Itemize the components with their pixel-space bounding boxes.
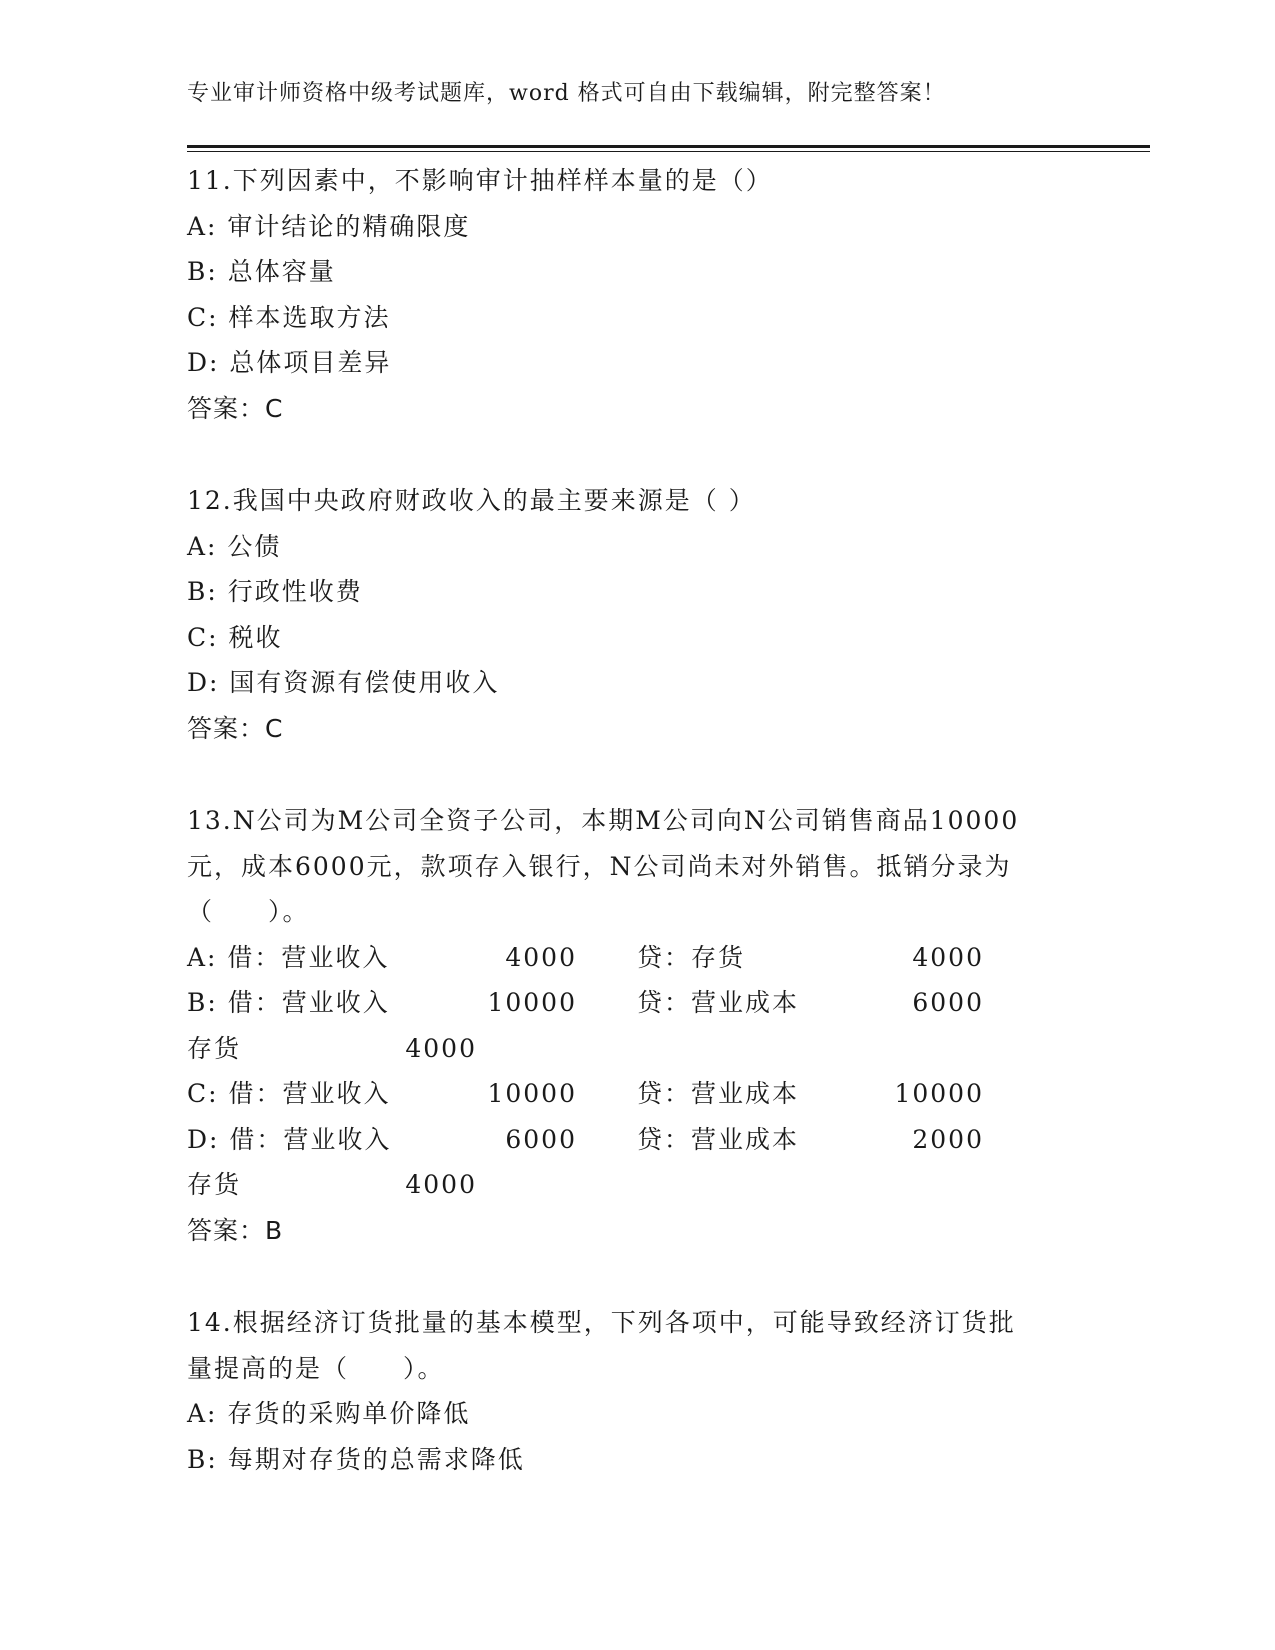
question-stem-line-2: 量提高的是（ ）。 bbox=[187, 1353, 445, 1383]
option-b bbox=[187, 980, 1107, 1026]
question-13 bbox=[187, 798, 1107, 1253]
option-d: D: 国有资源有偿使用收入 bbox=[187, 668, 500, 697]
answer: 答案：C bbox=[187, 713, 284, 743]
debit-label: D: 借：营业收入 bbox=[187, 1124, 392, 1154]
option-b: B: 总体容量 bbox=[187, 257, 336, 286]
option-d: D: 总体项目差异 bbox=[187, 348, 392, 377]
option-c: C: 税收 bbox=[187, 622, 283, 652]
credit-amount: 6000 bbox=[912, 988, 984, 1017]
debit-label: B: 借：营业收入 bbox=[187, 988, 390, 1017]
extra-label: 存货 bbox=[187, 1033, 242, 1063]
option-d bbox=[187, 1117, 1107, 1163]
option-a bbox=[187, 935, 1107, 981]
extra-amount: 4000 bbox=[405, 1033, 477, 1063]
credit-label: 贷：营业成本 bbox=[637, 1079, 800, 1108]
question-stem-line-1: 13.N公司为M公司全资子公司，本期M公司向N公司销售商品10000 bbox=[187, 806, 1020, 835]
credit-amount: 2000 bbox=[912, 1124, 984, 1154]
question-stem: 12.我国中央政府财政收入的最主要来源是（ ） bbox=[187, 486, 756, 515]
credit-amount: 10000 bbox=[894, 1079, 984, 1108]
question-list bbox=[187, 158, 1107, 1482]
extra-label: 存货 bbox=[187, 1170, 242, 1199]
option-c bbox=[187, 1071, 1107, 1117]
option-b-continuation bbox=[187, 1026, 1107, 1072]
question-12 bbox=[187, 478, 1107, 751]
question-stem-line-2: 元，成本6000元，款项存入银行，N公司尚未对外销售。抵销分录为 bbox=[187, 851, 1012, 881]
page-header: 专业审计师资格中级考试题库，word 格式可自由下载编辑，附完整答案！ bbox=[187, 81, 946, 106]
option-a: A: 公债 bbox=[187, 531, 282, 561]
option-b: B: 行政性收费 bbox=[187, 577, 363, 606]
header-divider-thin bbox=[187, 151, 1150, 152]
option-c: C: 样本选取方法 bbox=[187, 302, 391, 332]
answer: 答案：B bbox=[187, 1215, 284, 1245]
question-stem-line-1: 14.根据经济订货批量的基本模型，下列各项中，可能导致经济订货批 bbox=[187, 1308, 1016, 1337]
extra-amount: 4000 bbox=[405, 1170, 477, 1199]
answer: 答案：C bbox=[187, 393, 284, 423]
debit-label: A: 借：营业收入 bbox=[187, 942, 390, 972]
question-stem: 11.下列因素中，不影响审计抽样样本量的是（） bbox=[187, 166, 773, 195]
header-divider-thick bbox=[187, 145, 1150, 148]
credit-amount: 4000 bbox=[912, 942, 984, 972]
debit-amount: 4000 bbox=[505, 942, 577, 972]
debit-amount: 10000 bbox=[487, 1079, 577, 1108]
debit-amount: 10000 bbox=[487, 988, 577, 1017]
debit-label: C: 借：营业收入 bbox=[187, 1079, 391, 1108]
option-d-continuation bbox=[187, 1162, 1107, 1208]
credit-label: 贷：营业成本 bbox=[637, 1124, 800, 1154]
credit-label: 贷：营业成本 bbox=[637, 988, 800, 1017]
question-11 bbox=[187, 158, 1107, 431]
question-stem-line-3: （ ）。 bbox=[187, 897, 310, 926]
option-a: A: 审计结论的精确限度 bbox=[187, 211, 471, 241]
debit-amount: 6000 bbox=[505, 1124, 577, 1154]
option-a: A: 存货的采购单价降低 bbox=[187, 1399, 471, 1428]
option-b: B: 每期对存货的总需求降低 bbox=[187, 1444, 525, 1474]
credit-label: 贷：存货 bbox=[637, 942, 746, 972]
question-14 bbox=[187, 1300, 1107, 1482]
